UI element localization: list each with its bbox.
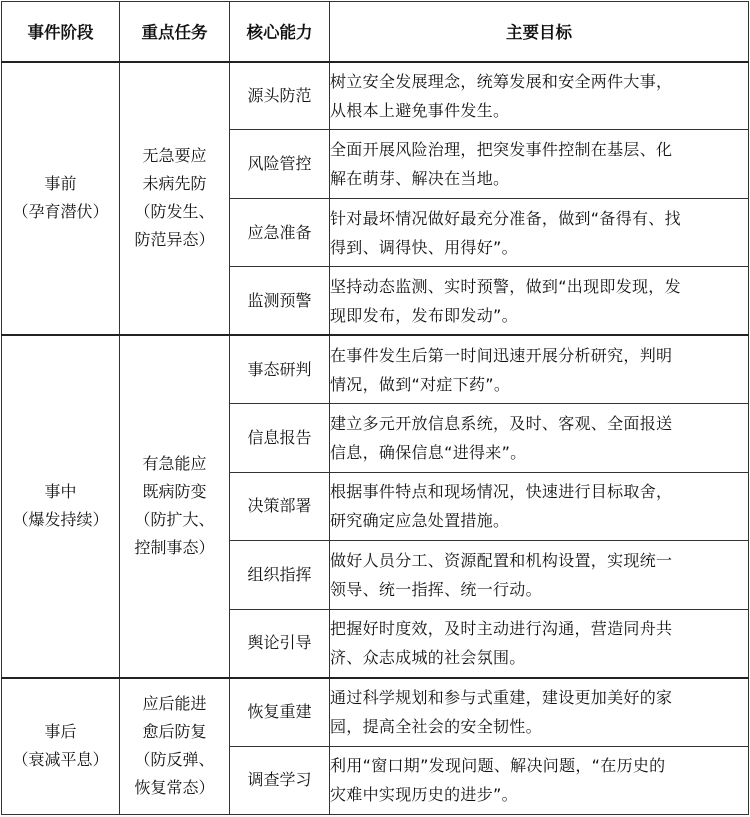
goal-line: 针对最坏情况做好最充分准备，做到“备得有、找: [330, 208, 681, 228]
goal-cell: [330, 267, 749, 335]
goal-line: 园，提高全社会的安全韧性。: [330, 717, 542, 737]
stage-name: 事前: [44, 174, 77, 194]
goal-line: 情况，做到“对症下药”。: [330, 374, 511, 394]
task-line: （防扩大、: [134, 510, 215, 530]
task-line: 恢复常态）: [134, 778, 215, 798]
task-cell-during: [120, 335, 230, 677]
stage-cell-before: [2, 62, 120, 336]
stage-note: （孕育潜伏）: [12, 202, 109, 222]
goal-line: 得到、调得快、用得好”。: [330, 237, 518, 257]
stage-name: 事中: [44, 482, 77, 502]
goal-line: 在事件发生后第一时间迅速开展分析研究，判明: [330, 345, 673, 365]
stage-name: 事后: [44, 722, 77, 742]
goal-line: 全面开展风险治理，把突发事件控制在基层、化: [330, 140, 673, 160]
goal-line: 通过科学规划和参与式重建，建设更加美好的家: [330, 688, 673, 708]
task-line: （防发生、: [134, 202, 215, 222]
task-line: 愈后防复: [142, 722, 207, 742]
goal-cell: [330, 335, 749, 403]
goal-line: 灾难中实现历史的进步”。: [330, 785, 518, 805]
goal-line: 研究确定应急处置措施。: [330, 511, 510, 531]
goal-line: 解在萌芽、解决在当地。: [330, 169, 510, 189]
goal-line: 信息，确保信息“进得来”。: [330, 442, 527, 462]
capability-cell: 事态研判: [230, 335, 330, 403]
capability-cell: 舆论引导: [230, 609, 330, 677]
capability-cell: 风险管控: [230, 130, 330, 198]
goal-line: 领导、统一指挥、统一行动。: [330, 579, 542, 599]
task-cell-after: [120, 678, 230, 815]
capability-cell: 决策部署: [230, 472, 330, 540]
capability-cell: 组织指挥: [230, 541, 330, 609]
goal-line: 现即发布，发布即发动”。: [330, 305, 518, 325]
capability-cell: 应急准备: [230, 198, 330, 266]
task-line: 有急能应: [142, 454, 207, 474]
goal-line: 利用“窗口期”发现问题、解决问题，“在历史的: [330, 756, 666, 776]
stage-cell-after: [2, 678, 120, 815]
task-line: 既病防变: [142, 482, 207, 502]
goal-cell: [330, 541, 749, 609]
task-line: 控制事态）: [134, 538, 215, 558]
stage-note: （爆发持续）: [12, 510, 109, 530]
goal-cell: [330, 62, 749, 130]
goal-line: 把握好时度效，及时主动进行沟通，营造同舟共: [330, 619, 673, 639]
emergency-management-table: [1, 1, 749, 815]
goal-cell: [330, 198, 749, 266]
header-row: [2, 2, 749, 62]
capability-cell: 调查学习: [230, 746, 330, 814]
goal-line: 树立安全发展理念，统筹发展和安全两件大事，: [330, 71, 673, 91]
stage-cell-during: [2, 335, 120, 677]
goal-cell: [330, 130, 749, 198]
goal-line: 坚持动态监测、实时预警，做到“出现即发现，发: [330, 276, 681, 296]
table-row: [2, 678, 749, 746]
task-line: 无急要应: [142, 146, 207, 166]
goal-cell: [330, 746, 749, 814]
header-task: 重点任务: [120, 2, 230, 62]
goal-line: 建立多元开放信息系统，及时、客观、全面报送: [330, 413, 673, 433]
goal-cell: [330, 609, 749, 677]
goal-line: 从根本上避免事件发生。: [330, 100, 510, 120]
goal-line: 做好人员分工、资源配置和机构设置，实现统一: [330, 550, 673, 570]
task-line: 未病先防: [142, 174, 207, 194]
task-cell-before: [120, 62, 230, 336]
capability-cell: 监测预警: [230, 267, 330, 335]
stage-note: （衰减平息）: [12, 750, 109, 770]
goal-line: 济、众志成城的社会氛围。: [330, 648, 526, 668]
capability-cell: 源头防范: [230, 62, 330, 130]
goal-line: 根据事件特点和现场情况，快速进行目标取舍，: [330, 482, 673, 502]
task-line: （防反弹、: [134, 750, 215, 770]
task-line: 防范异态）: [134, 230, 215, 250]
capability-cell: 恢复重建: [230, 678, 330, 746]
header-stage: 事件阶段: [2, 2, 120, 62]
goal-cell: [330, 404, 749, 472]
goal-cell: [330, 678, 749, 746]
task-line: 应后能进: [142, 694, 207, 714]
header-capability: 核心能力: [230, 2, 330, 62]
goal-cell: [330, 472, 749, 540]
table-row: [2, 62, 749, 130]
table-row: [2, 335, 749, 403]
header-goal: 主要目标: [330, 2, 749, 62]
capability-cell: 信息报告: [230, 404, 330, 472]
